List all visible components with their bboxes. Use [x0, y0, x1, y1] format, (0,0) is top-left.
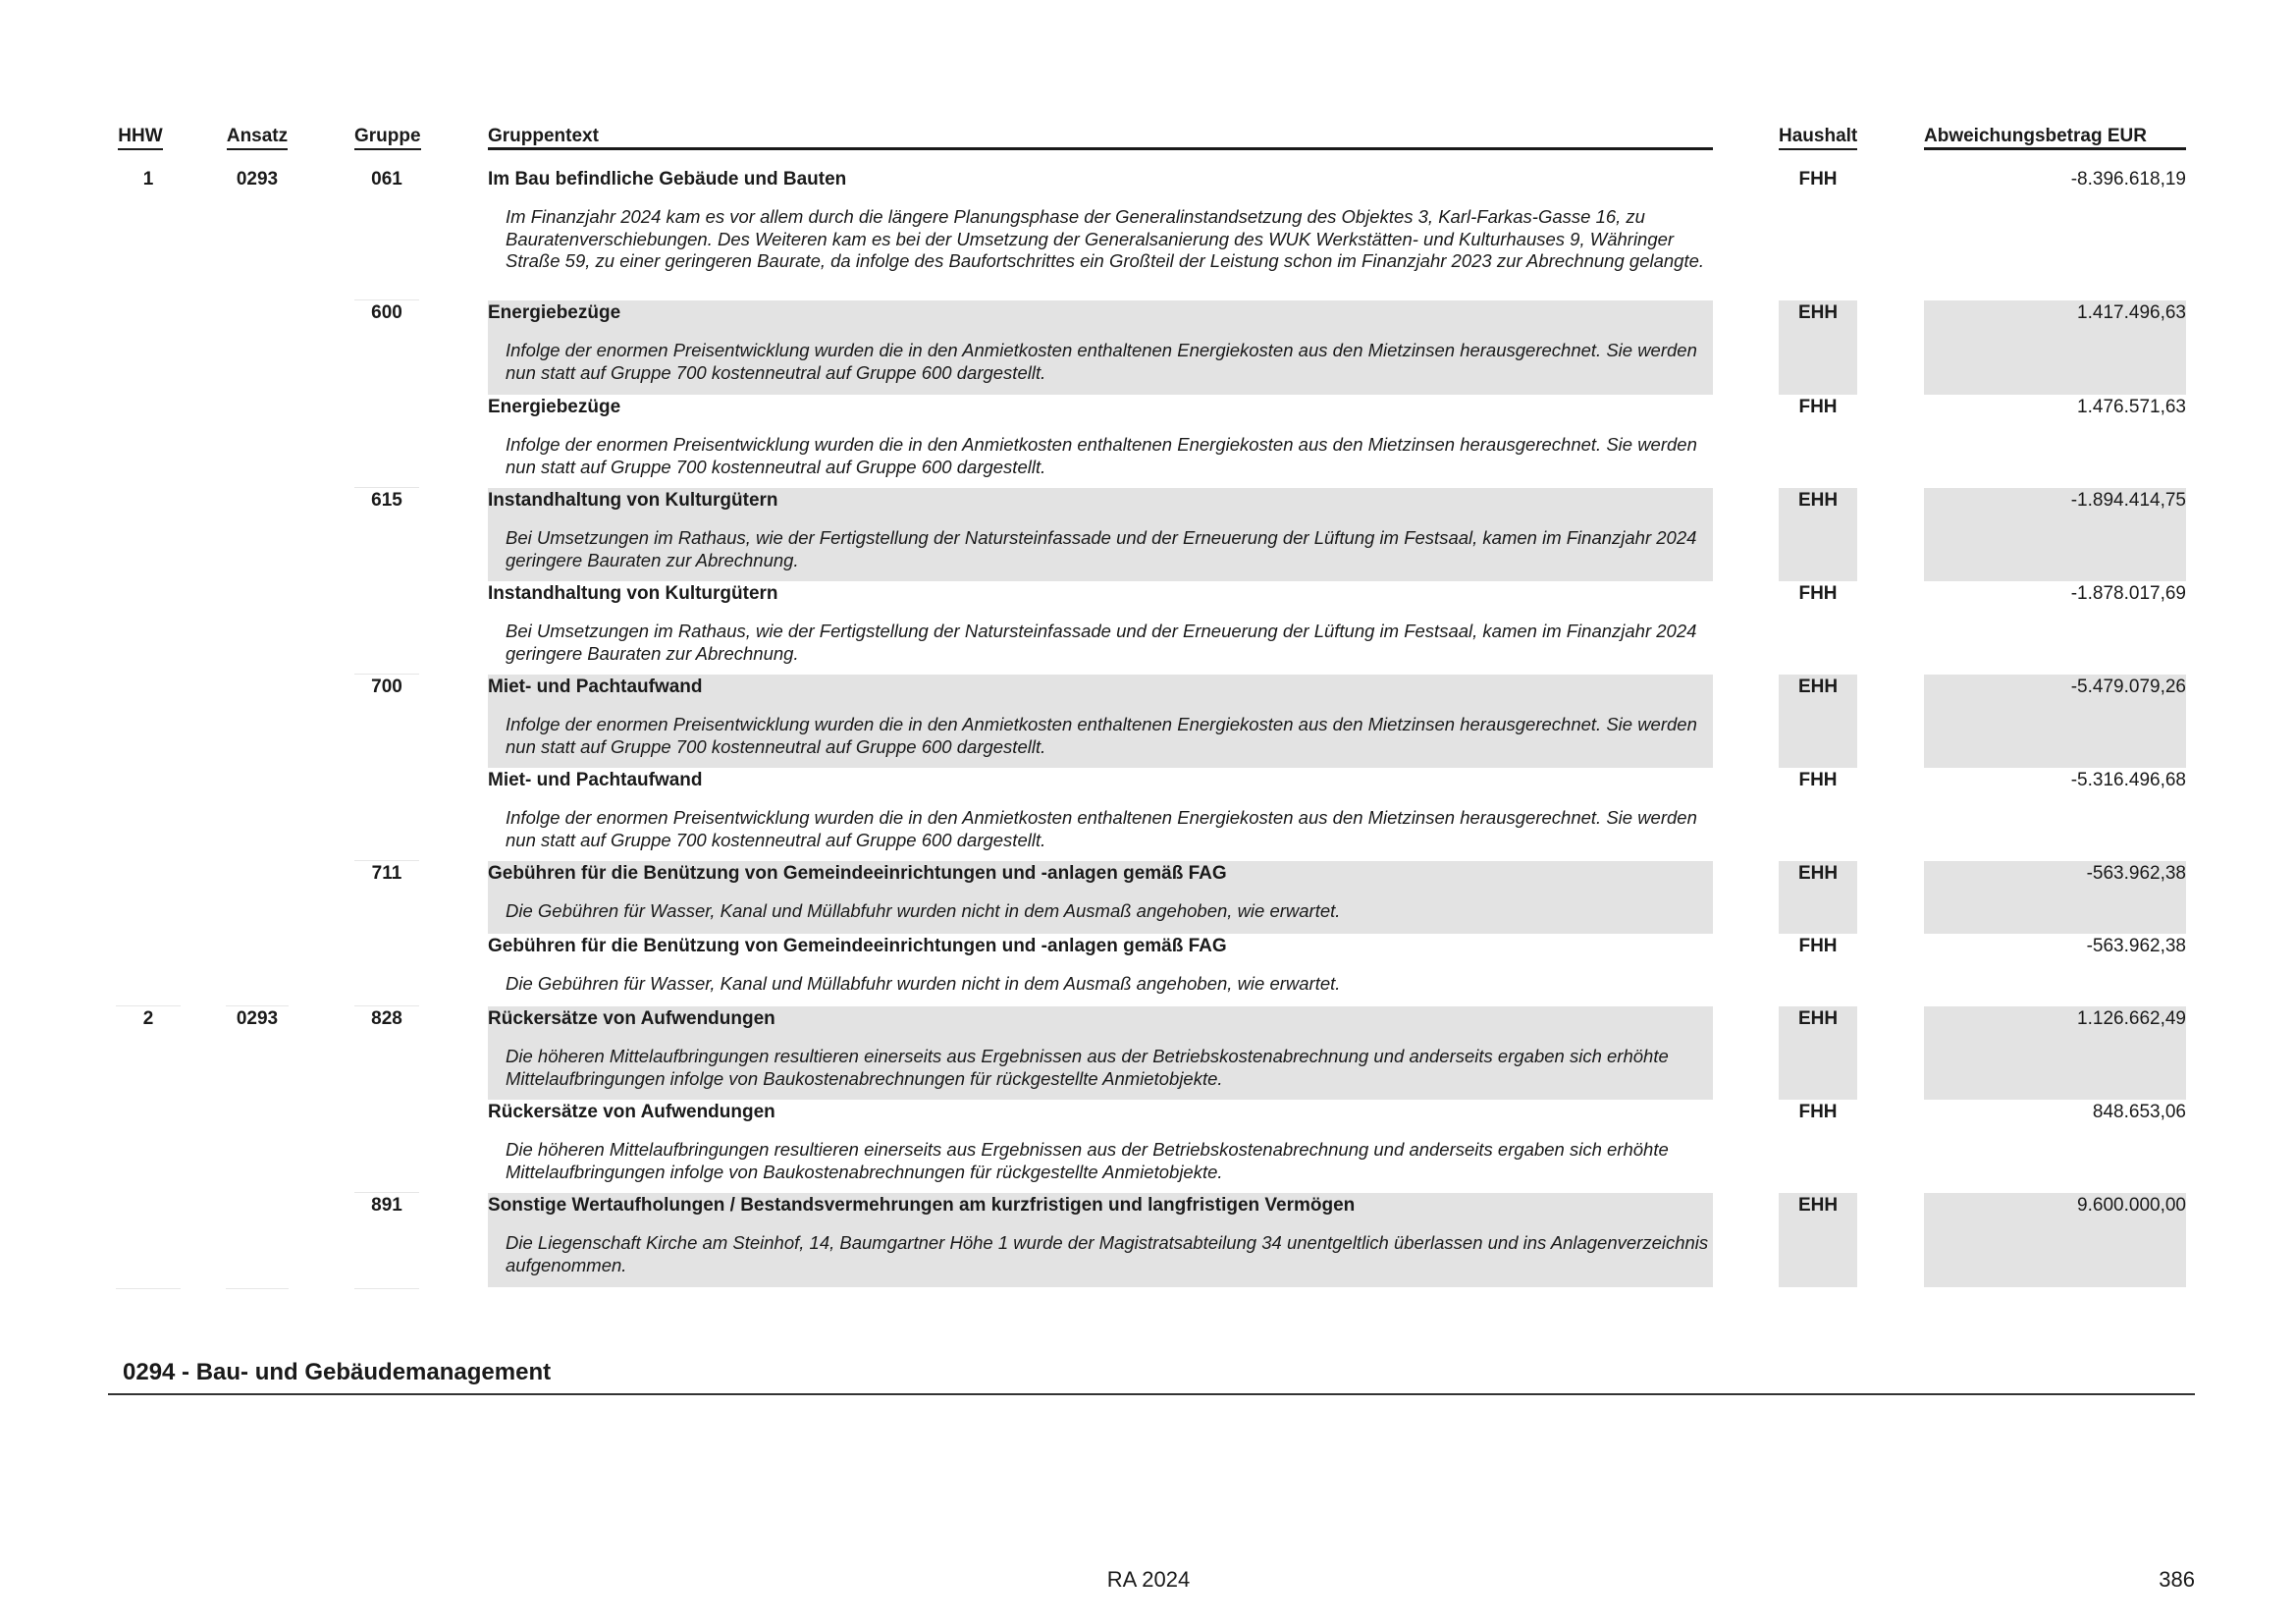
cell-divider: [226, 1005, 289, 1006]
gruppentext-title: Miet- und Pachtaufwand: [488, 770, 703, 790]
cell-divider: [354, 1192, 419, 1193]
table-row: [0, 581, 2296, 675]
cell-divider: [116, 1005, 181, 1006]
gruppentext-title: Rückersätze von Aufwendungen: [488, 1102, 775, 1122]
table-row: [0, 300, 2296, 395]
cell-divider: [354, 1288, 419, 1289]
amount-cell: 1.476.571,63: [2077, 397, 2186, 417]
header-ansatz: Ansatz: [226, 126, 289, 150]
header-gruppe: Gruppe: [354, 126, 419, 150]
amount-cell: 1.417.496,63: [2077, 302, 2186, 323]
cell-divider: [354, 860, 419, 861]
table-row: [0, 395, 2296, 488]
gruppentext-title: Energiebezüge: [488, 302, 621, 323]
gruppentext-title: Sonstige Wertaufholungen / Bestandsvermehrungen am kurzfristigen und langfristigen Vermögen: [488, 1195, 1356, 1216]
table-end: [0, 1288, 2296, 1289]
section-rule: [108, 1393, 2195, 1395]
gruppe-cell: 615: [371, 490, 402, 511]
table-row: [0, 167, 2296, 298]
hhw-cell: 1: [142, 169, 154, 189]
haushalt-cell: FHH: [1798, 1102, 1838, 1122]
table-row: [0, 861, 2296, 934]
amount-cell: 9.600.000,00: [2077, 1195, 2186, 1216]
gruppentext-description: Infolge der enormen Preisentwicklung wurden die in den Anmietkosten enthaltenen Energiekosten aus den Mietzinsen herausgerechnet. Sie werden nun statt auf Gruppe 700 kostenneutral auf Gruppe 600 dargestellt.: [506, 714, 1697, 757]
ansatz-cell: 0293: [236, 169, 279, 189]
haushalt-cell: FHH: [1798, 583, 1838, 604]
amount-cell: 1.126.662,49: [2077, 1008, 2186, 1029]
haushalt-cell: EHH: [1797, 302, 1839, 323]
gruppentext-description: Die höheren Mittelaufbringungen resultieren einerseits aus Ergebnissen aus der Betriebskostenabrechnung und anderseits ergaben sich erhöhte Mittelaufbringungen infolge von Baukostenabrechnungen für rückgestellte Anmietobjekte.: [506, 1139, 1669, 1182]
haushalt-cell: EHH: [1797, 1008, 1839, 1029]
gruppe-cell: 700: [371, 677, 402, 697]
gruppe-cell: 061: [371, 169, 402, 189]
amount-cell: -5.479.079,26: [2070, 677, 2186, 697]
amount-cell: -563.962,38: [2086, 863, 2186, 884]
section-title: 0294 - Bau- und Gebäudemanagement: [123, 1359, 552, 1385]
table-row: [0, 488, 2296, 581]
gruppentext-description: Infolge der enormen Preisentwicklung wurden die in den Anmietkosten enthaltenen Energiekosten aus den Mietzinsen herausgerechnet. Sie werden nun statt auf Gruppe 700 kostenneutral auf Gruppe 600 dargestellt.: [506, 434, 1697, 477]
footer-report-label: RA 2024: [1106, 1567, 1191, 1592]
table-row: [0, 934, 2296, 1006]
table-row: [0, 675, 2296, 768]
amount-cell: -563.962,38: [2086, 936, 2186, 956]
gruppentext-title: Gebühren für die Benützung von Gemeindeeinrichtungen und -anlagen gemäß FAG: [488, 863, 1227, 884]
gruppe-cell: 711: [371, 863, 402, 884]
cell-divider: [354, 1005, 419, 1006]
haushalt-cell: EHH: [1797, 490, 1839, 511]
cell-divider: [354, 674, 419, 675]
table-row: [0, 1100, 2296, 1193]
amount-cell: -5.316.496,68: [2070, 770, 2186, 790]
cell-divider: [226, 1288, 289, 1289]
gruppentext-description: Die Gebühren für Wasser, Kanal und Müllabfuhr wurden nicht in dem Ausmaß angehoben, wie erwartet.: [506, 900, 1341, 921]
header-haushalt: Haushalt: [1779, 126, 1857, 150]
gruppentext-title: Instandhaltung von Kulturgütern: [488, 583, 778, 604]
gruppentext-title: Miet- und Pachtaufwand: [488, 677, 703, 697]
header-betrag-rule: [1924, 147, 2186, 150]
haushalt-cell: EHH: [1797, 863, 1839, 884]
gruppe-cell: 891: [371, 1195, 402, 1216]
header-gruppentext: Gruppentext: [488, 126, 599, 146]
haushalt-cell: FHH: [1798, 936, 1838, 956]
gruppentext-description: Im Finanzjahr 2024 kam es vor allem durch die längere Planungsphase der Generalinstandsetzung des Objektes 3, Karl-Farkas-Gasse 16, zu Bauratenverschiebungen. Des Weiteren kam es bei der Umsetzung der Generalsanierung des WUK Werkstätten- und Kulturhauses 9, Währinger Straße 59, zu einer geringeren Baurate, da infolge des Baufortschrittes ein Großteil der Leistung schon im Finanzjahr 2023 zur Abrechnung gelangte.: [506, 206, 1705, 271]
haushalt-cell: FHH: [1798, 397, 1838, 417]
haushalt-cell: EHH: [1797, 677, 1839, 697]
table-row: [0, 1193, 2296, 1287]
gruppentext-title: Im Bau befindliche Gebäude und Bauten: [488, 169, 847, 189]
page-number: 386: [2159, 1567, 2195, 1592]
cell-divider: [354, 299, 419, 300]
header-hhw: HHW: [108, 126, 173, 150]
cell-divider: [354, 487, 419, 488]
header-betrag: Abweichungsbetrag EUR: [1924, 126, 2147, 146]
gruppentext-title: Energiebezüge: [488, 397, 621, 417]
gruppentext-description: Die Liegenschaft Kirche am Steinhof, 14, Baumgartner Höhe 1 wurde der Magistratsabteilung 34 unentgeltlich überlassen und ins Anlagenverzeichnis aufgenommen.: [506, 1232, 1709, 1275]
table-row: [0, 1006, 2296, 1100]
gruppentext-title: Instandhaltung von Kulturgütern: [488, 490, 778, 511]
amount-cell: -1.894.414,75: [2070, 490, 2186, 511]
gruppe-cell: 828: [371, 1008, 402, 1029]
haushalt-cell: EHH: [1797, 1195, 1839, 1216]
amount-cell: -1.878.017,69: [2070, 583, 2186, 604]
gruppentext-description: Die höheren Mittelaufbringungen resultieren einerseits aus Ergebnissen aus der Betriebskostenabrechnung und anderseits ergaben sich erhöhte Mittelaufbringungen infolge von Baukostenabrechnungen für rückgestellte Anmietobjekte.: [506, 1046, 1669, 1089]
table-row: [0, 768, 2296, 861]
gruppentext-title: Gebühren für die Benützung von Gemeindeeinrichtungen und -anlagen gemäß FAG: [488, 936, 1227, 956]
gruppentext-description: Bei Umsetzungen im Rathaus, wie der Fertigstellung der Natursteinfassade und der Erneuerung der Lüftung im Festsaal, kamen im Finanzjahr 2024 geringere Bauraten zur Abrechnung.: [506, 621, 1697, 664]
gruppentext-description: Infolge der enormen Preisentwicklung wurden die in den Anmietkosten enthaltenen Energiekosten aus den Mietzinsen herausgerechnet. Sie werden nun statt auf Gruppe 700 kostenneutral auf Gruppe 600 dargestellt.: [506, 807, 1697, 850]
haushalt-cell: FHH: [1798, 169, 1838, 189]
haushalt-cell: FHH: [1798, 770, 1838, 790]
gruppe-cell: 600: [371, 302, 402, 323]
gruppentext-title: Rückersätze von Aufwendungen: [488, 1008, 775, 1029]
gruppentext-description: Bei Umsetzungen im Rathaus, wie der Fertigstellung der Natursteinfassade und der Erneuerung der Lüftung im Festsaal, kamen im Finanzjahr 2024 geringere Bauraten zur Abrechnung.: [506, 527, 1697, 570]
gruppentext-description: Infolge der enormen Preisentwicklung wurden die in den Anmietkosten enthaltenen Energiekosten aus den Mietzinsen herausgerechnet. Sie werden nun statt auf Gruppe 700 kostenneutral auf Gruppe 600 dargestellt.: [506, 340, 1697, 383]
hhw-cell: 2: [142, 1008, 154, 1029]
header-gruppentext-rule: [488, 147, 1713, 150]
amount-cell: -8.396.618,19: [2070, 169, 2186, 189]
amount-cell: 848.653,06: [2092, 1102, 2186, 1122]
gruppentext-description: Die Gebühren für Wasser, Kanal und Müllabfuhr wurden nicht in dem Ausmaß angehoben, wie erwartet.: [506, 973, 1341, 994]
cell-divider: [116, 1288, 181, 1289]
ansatz-cell: 0293: [236, 1008, 279, 1029]
